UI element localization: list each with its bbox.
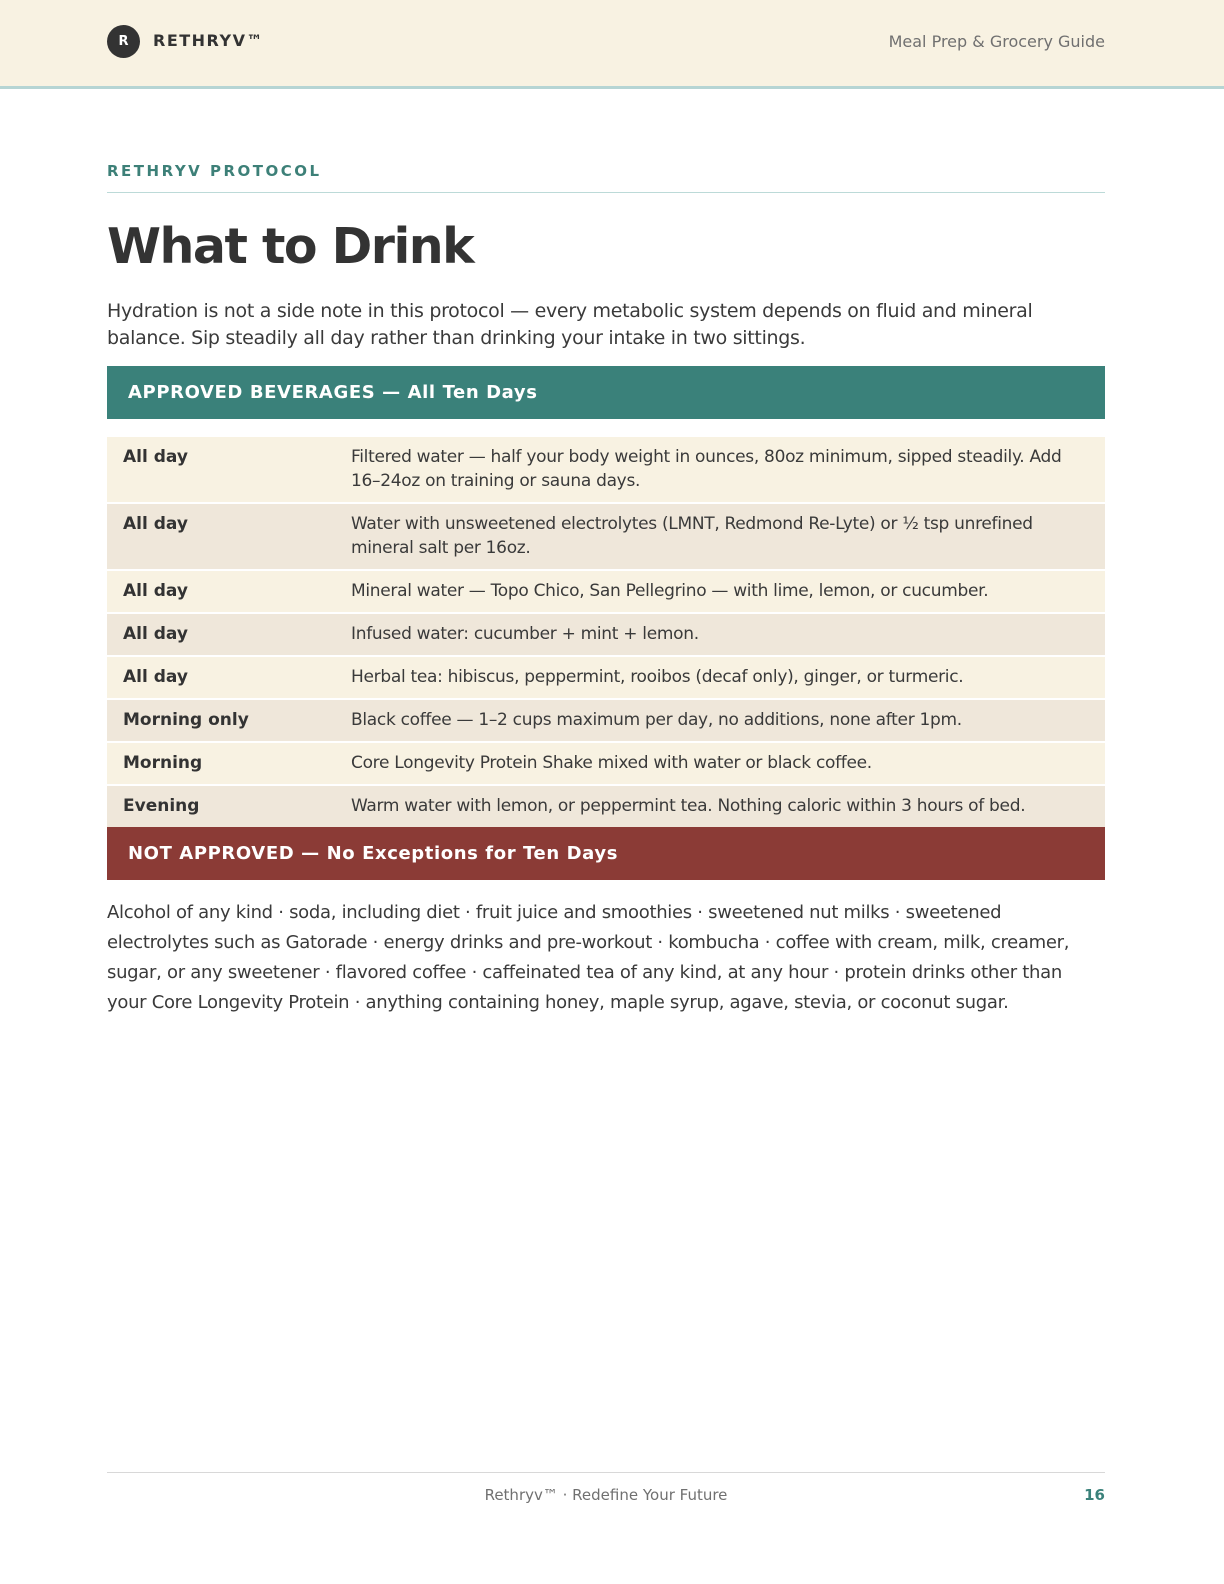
section-eyebrow: RETHRYV PROTOCOL <box>107 162 322 180</box>
page-title: What to Drink <box>107 218 474 275</box>
table-row <box>107 786 1105 829</box>
table-row <box>107 657 1105 700</box>
page-number: 16 <box>1084 1486 1105 1504</box>
approved-beverages-table <box>107 437 1105 829</box>
table-row <box>107 571 1105 614</box>
not-approved-list: Alcohol of any kind · soda, including diet · fruit juice and smoothies · sweetened nut milks · sweetened electrolytes such as Gatorade · energy drinks and pre-workout · kombucha · coffee with cream, milk, creamer, sugar, or any sweetener · flavored coffee · caffeinated tea of any kind, at any hour · protein drinks other than your Core Longevity Protein · anything containing honey, maple syrup, agave, stevia, or coconut sugar. <box>107 902 1070 1013</box>
row-description: Infused water: cucumber + mint + lemon. <box>335 614 1105 657</box>
row-description: Warm water with lemon, or peppermint tea. Nothing caloric within 3 hours of bed. <box>335 786 1105 829</box>
footer-divider <box>107 1472 1105 1473</box>
table-row <box>107 437 1105 504</box>
table-row <box>107 700 1105 743</box>
row-description: Filtered water — half your body weight in ounces, 80oz minimum, sipped steadily. Add 16–24oz on training or sauna days. <box>335 437 1105 504</box>
row-time: All day <box>107 614 335 657</box>
page-header <box>0 0 1224 89</box>
row-time: All day <box>107 571 335 614</box>
eyebrow-divider <box>107 192 1105 193</box>
row-time: All day <box>107 504 335 571</box>
approved-beverages-heading: APPROVED BEVERAGES — All Ten Days <box>107 366 1105 419</box>
row-description: Mineral water — Topo Chico, San Pellegrino — with lime, lemon, or cucumber. <box>335 571 1105 614</box>
row-time: All day <box>107 657 335 700</box>
row-description: Water with unsweetened electrolytes (LMNT, Redmond Re-Lyte) or ½ tsp unrefined mineral salt per 16oz. <box>335 504 1105 571</box>
guide-title: Meal Prep & Grocery Guide <box>888 32 1105 51</box>
row-description: Core Longevity Protein Shake mixed with water or black coffee. <box>335 743 1105 786</box>
row-time: Morning <box>107 743 335 786</box>
row-time: Evening <box>107 786 335 829</box>
table-row <box>107 743 1105 786</box>
row-time: All day <box>107 437 335 504</box>
footer-tagline: Rethryv™ · Redefine Your Future <box>484 1486 728 1504</box>
brand-name: RETHRYV™ <box>153 31 264 50</box>
brand-logo-icon: R <box>107 25 140 58</box>
row-description: Herbal tea: hibiscus, peppermint, rooibos (decaf only), ginger, or turmeric. <box>335 657 1105 700</box>
table-row <box>107 614 1105 657</box>
table-row <box>107 504 1105 571</box>
not-approved-heading: NOT APPROVED — No Exceptions for Ten Days <box>107 827 1105 880</box>
intro-paragraph: Hydration is not a side note in this protocol — every metabolic system depends on fluid and mineral balance. Sip steadily all day rather than drinking your intake in two sittings. <box>107 300 1033 349</box>
row-time: Morning only <box>107 700 335 743</box>
row-description: Black coffee — 1–2 cups maximum per day, no additions, none after 1pm. <box>335 700 1105 743</box>
